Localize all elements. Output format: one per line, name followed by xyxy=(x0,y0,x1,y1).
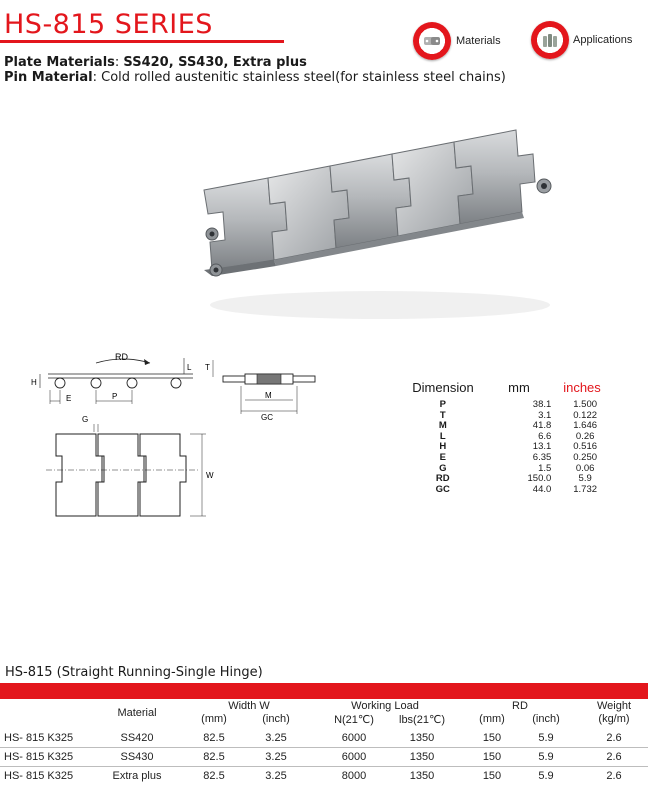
cell-rd-in: 5.9 xyxy=(538,770,554,782)
dim-name: P xyxy=(439,399,446,410)
g-label: G xyxy=(82,415,89,424)
cell-w-mm: 82.5 xyxy=(203,770,225,782)
plate-sep: : xyxy=(114,55,120,70)
cell-weight: 2.6 xyxy=(606,751,622,763)
dim-in: 0.250 xyxy=(573,451,598,463)
spec-table xyxy=(0,699,648,792)
e-label: E xyxy=(66,394,72,403)
dim-name: GC xyxy=(435,483,450,495)
table-red-band xyxy=(0,683,648,699)
dim-mm: 3.1 xyxy=(538,409,552,421)
cell-rd-in: 5.9 xyxy=(538,732,554,744)
cell-rd-mm: 150 xyxy=(482,770,502,782)
applications-button[interactable] xyxy=(531,21,632,59)
top-view-drawing xyxy=(40,412,220,527)
cell-w-mm: 82.5 xyxy=(203,732,225,744)
dim-name: L xyxy=(439,430,446,442)
end-view-drawing xyxy=(205,352,320,422)
dim-mm: 44.0 xyxy=(532,483,552,495)
dim-mm: 38.1 xyxy=(532,399,552,410)
dim-name: T xyxy=(439,409,446,421)
dim-mm: 13.1 xyxy=(532,441,552,453)
table-row xyxy=(0,767,648,785)
cell-n: 6000 xyxy=(341,751,367,763)
th-width-mm: (mm) xyxy=(201,713,227,725)
w-label: W xyxy=(206,471,214,480)
materials-label: Materials xyxy=(456,35,501,47)
materials-button[interactable] xyxy=(413,22,501,60)
dim-header-inches: inches xyxy=(563,380,601,395)
cell-code: HS- 815 K325 xyxy=(4,732,74,744)
pin-material-line xyxy=(4,70,506,85)
dim-mm: 1.5 xyxy=(538,462,552,474)
p-label: P xyxy=(112,392,118,401)
plate-materials-value: SS420, SS430, Extra plus xyxy=(123,55,307,70)
th-rd-inch: (inch) xyxy=(532,713,560,725)
cell-code: HS- 815 K325 xyxy=(4,751,74,763)
side-view-drawing xyxy=(28,348,203,413)
dim-row xyxy=(400,453,615,464)
dim-header-dimension: Dimension xyxy=(412,380,474,395)
pin-material-label: Pin Material xyxy=(4,70,93,85)
th-weight: Weight xyxy=(596,700,632,712)
th-wl-lbs: lbs(21℃) xyxy=(399,714,445,726)
dimension-table-header xyxy=(400,380,615,397)
m-label: M xyxy=(265,391,272,400)
chain-product-image xyxy=(190,120,570,325)
h-label: H xyxy=(31,378,37,387)
dim-row xyxy=(400,485,615,496)
dim-header-mm: mm xyxy=(508,380,530,395)
dim-row xyxy=(400,400,615,411)
cell-w-in: 3.25 xyxy=(265,732,287,744)
bottles-icon xyxy=(531,21,569,59)
th-material: Material xyxy=(117,707,157,719)
dim-in: 5.9 xyxy=(578,473,592,485)
dim-mm: 6.35 xyxy=(532,451,552,463)
gc-label: GC xyxy=(261,413,273,422)
th-rd-mm: (mm) xyxy=(479,713,505,725)
dim-in: 0.06 xyxy=(575,462,595,474)
plate-materials-label: Plate Materials xyxy=(4,55,115,70)
dim-name: M xyxy=(438,420,447,432)
cell-lbs: 1350 xyxy=(409,751,435,763)
rd-label: RD xyxy=(115,352,128,362)
cell-lbs: 1350 xyxy=(409,732,435,744)
cell-w-in: 3.25 xyxy=(265,751,287,763)
th-working-load: Working Load xyxy=(351,700,419,712)
title-underline xyxy=(0,40,284,43)
th-width: Width W xyxy=(228,700,270,712)
dim-name: RD xyxy=(435,473,450,485)
page-title: HS-815 SERIES xyxy=(4,9,213,40)
table-row xyxy=(0,748,648,767)
dim-in: 0.26 xyxy=(575,430,595,442)
cell-weight: 2.6 xyxy=(606,732,622,744)
dim-in: 0.516 xyxy=(573,441,598,453)
dim-in: 1.732 xyxy=(573,483,598,495)
cell-w-in: 3.25 xyxy=(265,770,287,782)
dim-mm: 41.8 xyxy=(532,420,552,432)
t-label: T xyxy=(205,363,210,372)
th-width-inch: (inch) xyxy=(262,713,290,725)
th-wl-n: N(21℃) xyxy=(334,714,374,726)
pin-sep: : xyxy=(92,70,97,85)
cell-n: 8000 xyxy=(341,770,367,782)
th-weight-unit: (kg/m) xyxy=(598,713,630,725)
cell-material: SS420 xyxy=(120,732,154,744)
table-title: HS-815 (Straight Running-Single Hinge) xyxy=(5,665,263,680)
cell-lbs: 1350 xyxy=(409,770,435,782)
cell-rd-mm: 150 xyxy=(482,732,502,744)
dim-mm: 150.0 xyxy=(527,473,552,485)
dim-mm: 6.6 xyxy=(538,430,552,442)
cell-material: Extra plus xyxy=(112,770,162,782)
dim-name: E xyxy=(439,451,446,463)
dim-name: H xyxy=(439,441,447,453)
cell-weight: 2.6 xyxy=(606,770,622,782)
cell-rd-in: 5.9 xyxy=(538,751,554,763)
applications-label: Applications xyxy=(573,34,633,46)
cell-w-mm: 82.5 xyxy=(203,751,225,763)
cell-code: HS- 815 K325 xyxy=(4,770,74,782)
chain-link-icon xyxy=(413,22,451,60)
dim-in: 1.646 xyxy=(573,420,598,432)
l-label: L xyxy=(187,363,192,372)
th-rd: RD xyxy=(512,700,528,712)
dim-in: 1.500 xyxy=(573,399,598,410)
dim-in: 0.122 xyxy=(573,409,598,421)
dim-name: G xyxy=(439,462,447,474)
plate-materials-line xyxy=(4,55,307,70)
table-row xyxy=(0,729,648,748)
pin-material-value: Cold rolled austenitic stainless steel(for stainless steel chains) xyxy=(101,70,506,85)
cell-rd-mm: 150 xyxy=(482,751,502,763)
cell-n: 6000 xyxy=(341,732,367,744)
dimension-table xyxy=(400,380,615,495)
cell-material: SS430 xyxy=(120,751,154,763)
